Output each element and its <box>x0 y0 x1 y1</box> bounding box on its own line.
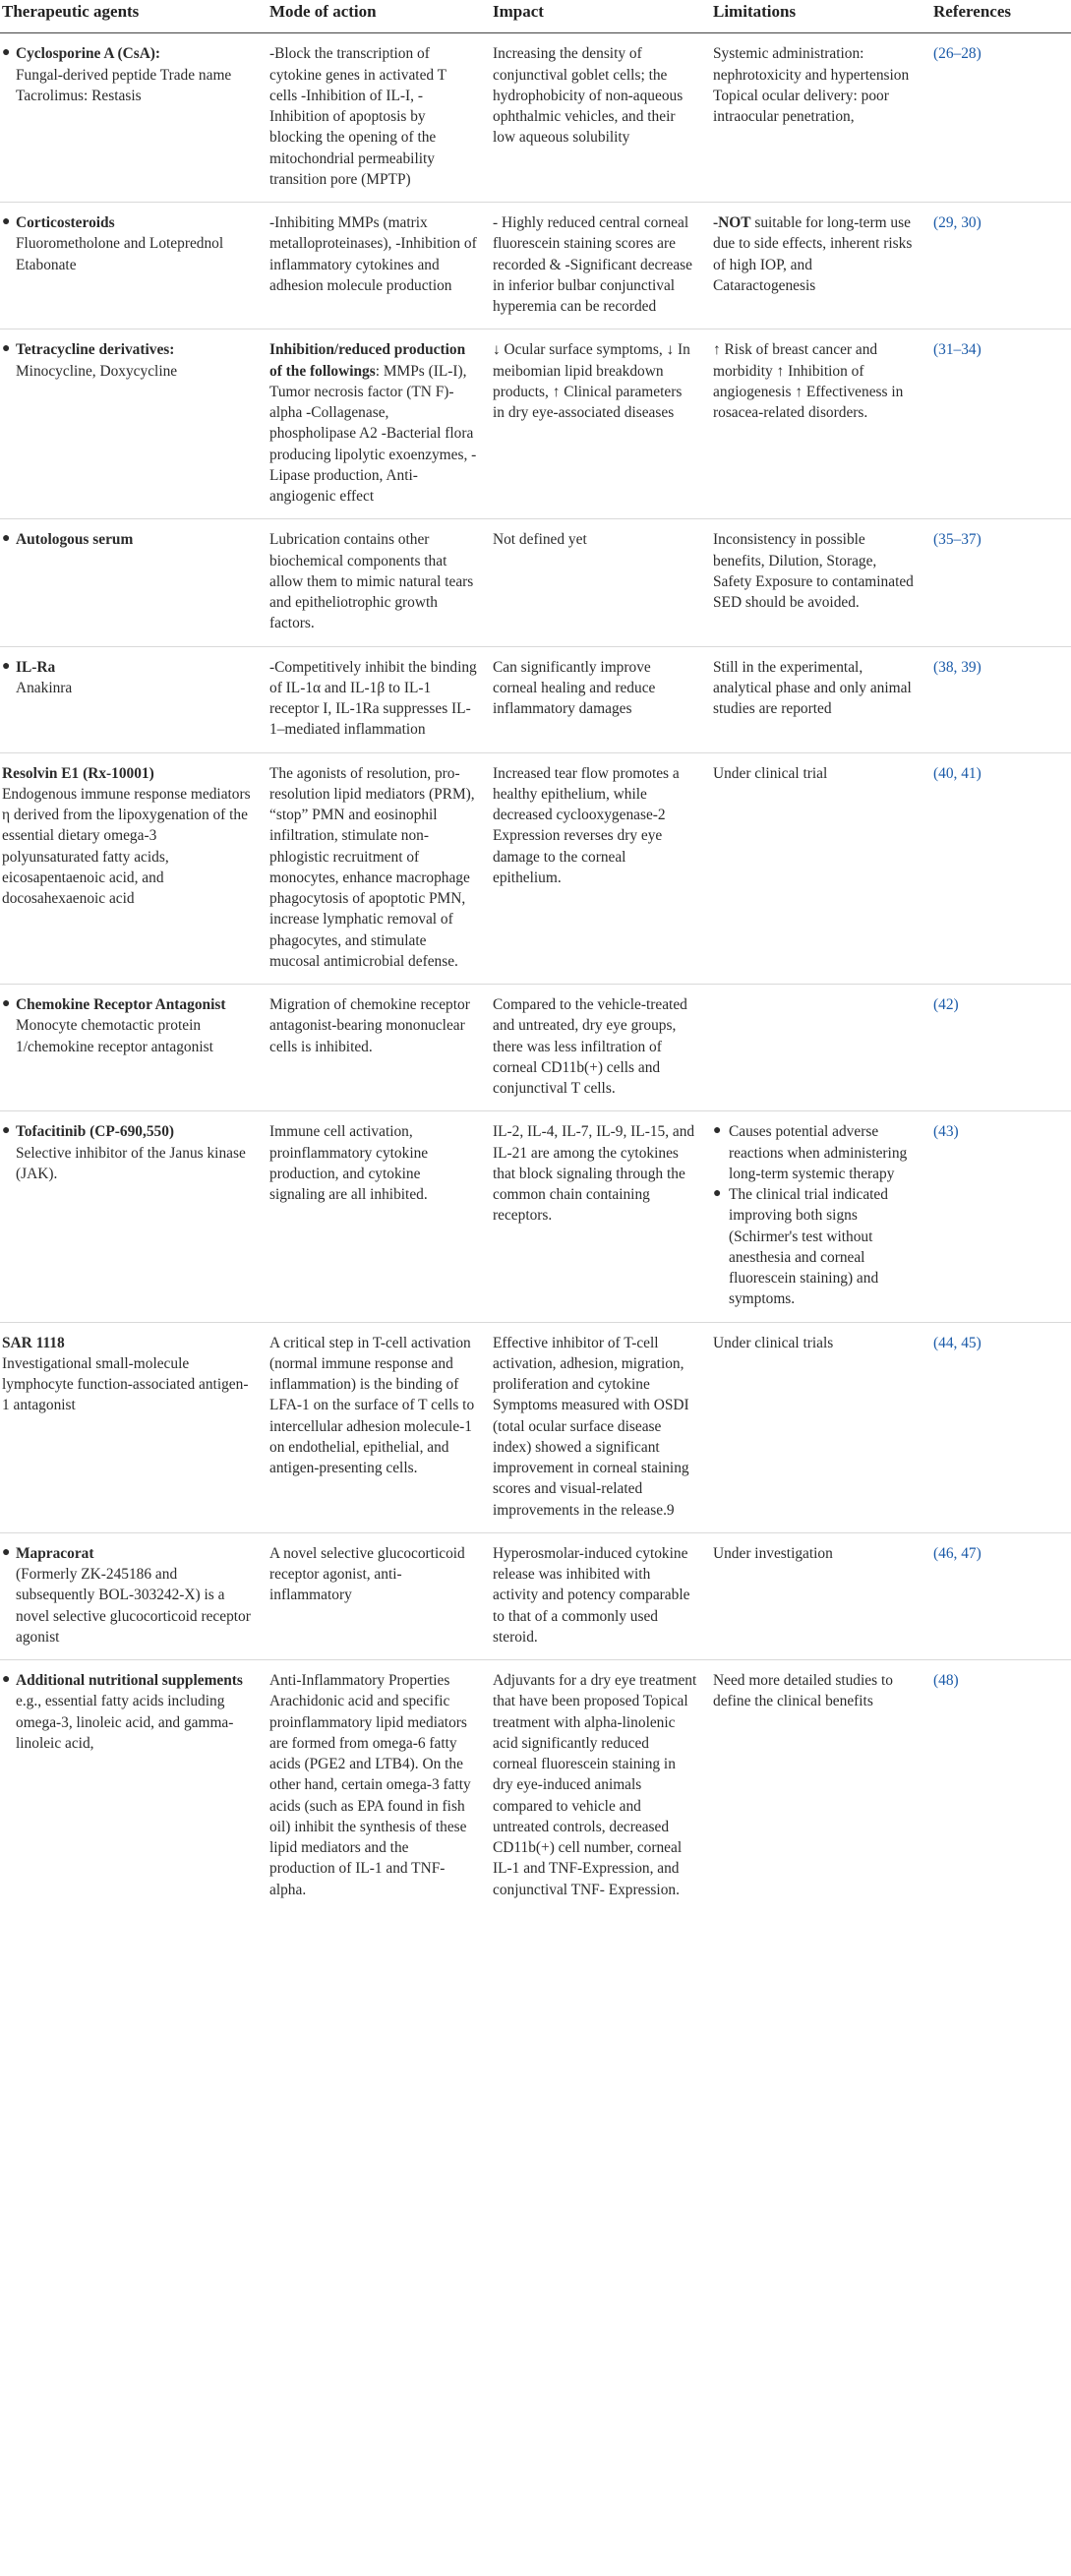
cell-therapeutic-agent <box>0 329 262 519</box>
agent-description: Monocyte chemotactic protein 1/chemokine receptor antagonist <box>16 1017 213 1055</box>
cell-therapeutic-agent <box>0 203 262 329</box>
agent-description: Endogenous immune response mediators η derived from the lipoxygenation of the essential dietary omega-3 polyunsaturated fatty acids, eicosapentaenoic acid, and docosahexaenoic acid <box>2 785 251 908</box>
bullet-icon: ● <box>2 658 11 674</box>
cell-impact: Not defined yet <box>485 519 705 646</box>
cell-limitations <box>705 985 925 1111</box>
list-item <box>713 1121 918 1184</box>
cell-mode-of-action <box>262 329 485 519</box>
agent-name: Additional nutritional supplements <box>16 1672 243 1690</box>
table-body <box>0 33 1071 1912</box>
header-impact: Impact <box>485 0 705 33</box>
cell-mode-of-action <box>262 1111 485 1322</box>
bullet-icon: ● <box>2 1123 11 1139</box>
limitation-text: Under clinical trial <box>713 764 828 782</box>
reference-link[interactable]: (29, 30) <box>925 203 1071 329</box>
reference-link[interactable]: (38, 39) <box>925 646 1071 752</box>
mode-text: : MMPs (IL-I), Tumor necrosis factor (TN F)-alpha -Collagenase, phospholipase A2 -Bacterial flora producing lipolytic exoenzymes, -Lipase production, Anti-angiogenic effect <box>269 362 477 506</box>
table-row <box>0 203 1071 329</box>
agent-name: SAR 1118 <box>2 1334 65 1351</box>
mode-text: Anti-Inflammatory Properties Arachidonic acid and specific proinflammatory lipid mediators are formed from omega-6 fatty acids (PGE2 and LTB4). On the other hand, certain omega-3 fatty acids (such as EPA found in fish oil) inhibit the synthesis of these lipid mediators and the production of IL-1 and TNF-alpha. <box>269 1672 471 1898</box>
mode-text: A critical step in T-cell activation (normal immune response and inflammation) is the binding of LFA-1 on the surface of T cells to intercellular adhesion molecule-1 on endothelial, epithelial, and antigen-presenting cells. <box>269 1334 475 1477</box>
table-row <box>0 519 1071 646</box>
bullet-icon: ● <box>2 1672 11 1688</box>
table-row <box>0 646 1071 752</box>
cell-therapeutic-agent <box>0 1111 262 1322</box>
cell-mode-of-action <box>262 752 485 985</box>
agent-name: Autologous serum <box>16 531 134 549</box>
agent-description: Minocycline, Doxycycline <box>16 362 178 380</box>
agent-name: Tetracycline derivatives: <box>16 341 175 359</box>
table-row <box>0 1532 1071 1659</box>
cell-impact: Effective inhibitor of T-cell activation, adhesion, migration, proliferation and cytokine Symptoms measured with OSDI (total ocular surface disease index) showed a significant improvement in corneal staining scores and visual-related improvements in the release.9 <box>485 1322 705 1532</box>
bullet-icon: ● <box>2 531 11 547</box>
reference-link[interactable]: (26–28) <box>925 33 1071 203</box>
mode-text: Migration of chemokine receptor antagonist-bearing mononuclear cells is inhibited. <box>269 996 470 1055</box>
cell-mode-of-action <box>262 33 485 203</box>
cell-limitations <box>705 1111 925 1322</box>
cell-limitations <box>705 1532 925 1659</box>
reference-link[interactable]: (43) <box>925 1111 1071 1322</box>
cell-impact: IL-2, IL-4, IL-7, IL-9, IL-15, and IL-21 are among the cytokines that block signaling through the common chain containing receptors. <box>485 1111 705 1322</box>
bullet-icon: ● <box>713 1123 722 1139</box>
reference-link[interactable]: (42) <box>925 985 1071 1111</box>
table-row <box>0 1660 1071 1912</box>
mode-text: Lubrication contains other biochemical components that allow them to mimic natural tears and epitheliotrophic growth factors. <box>269 531 474 632</box>
agent-name: Cyclosporine A (CsA): <box>16 45 161 63</box>
agent-description: Investigational small-molecule lymphocyte function-associated antigen-1 antagonist <box>2 1354 249 1414</box>
limitation-text: Under investigation <box>713 1544 833 1562</box>
cell-therapeutic-agent <box>0 33 262 203</box>
cell-therapeutic-agent <box>0 985 262 1111</box>
cell-limitations <box>705 519 925 646</box>
cell-impact: Hyperosmolar-induced cytokine release was inhibited with activity and potency comparable to that of a commonly used steroid. <box>485 1532 705 1659</box>
header-limitations: Limitations <box>705 0 925 33</box>
header-references: References <box>925 0 1071 33</box>
agent-name: Resolvin E1 (Rx-10001) <box>2 764 154 782</box>
cell-impact: Can significantly improve corneal healing and reduce inflammatory damages <box>485 646 705 752</box>
cell-mode-of-action <box>262 1660 485 1912</box>
cell-mode-of-action <box>262 203 485 329</box>
agent-description: Fungal-derived peptide Trade name Tacrolimus: Restasis <box>16 66 232 104</box>
bullet-icon: ● <box>2 996 11 1012</box>
cell-limitations <box>705 646 925 752</box>
cell-therapeutic-agent <box>0 752 262 985</box>
limitation-text: Inconsistency in possible benefits, Dilution, Storage, Safety Exposure to contaminated SED should be avoided. <box>713 531 914 612</box>
bullet-icon: ● <box>713 1186 722 1202</box>
table-row <box>0 329 1071 519</box>
limitation-list <box>713 1121 918 1309</box>
cell-therapeutic-agent <box>0 519 262 646</box>
agent-description: Anakinra <box>16 679 73 696</box>
list-item-text: The clinical trial indicated improving both signs (Schirmer's test without anesthesia and corneal fluorescein staining) and symptoms. <box>729 1186 888 1308</box>
cell-limitations <box>705 752 925 985</box>
reference-link[interactable]: (31–34) <box>925 329 1071 519</box>
bullet-icon: ● <box>2 214 11 230</box>
limitation-text: Systemic administration: nephrotoxicity and hypertension Topical ocular delivery: poor intraocular penetration, <box>713 45 910 126</box>
agent-name: IL-Ra <box>16 658 56 676</box>
limitation-text: ↑ Risk of breast cancer and morbidity ↑ Inhibition of angiogenesis ↑ Effectiveness in rosacea-related disorders. <box>713 341 904 422</box>
cell-mode-of-action <box>262 646 485 752</box>
agent-name: Tofacitinib (CP-690,550) <box>16 1123 175 1141</box>
cell-limitations <box>705 33 925 203</box>
reference-link[interactable]: (35–37) <box>925 519 1071 646</box>
cell-mode-of-action <box>262 1322 485 1532</box>
cell-limitations <box>705 1660 925 1912</box>
cell-therapeutic-agent <box>0 646 262 752</box>
table-header <box>0 0 1071 33</box>
cell-impact: - Highly reduced central corneal fluorescein staining scores are recorded & -Significant decrease in inferior bulbar conjunctival hyperemia can be recorded <box>485 203 705 329</box>
header-therapeutic-agents: Therapeutic agents <box>0 0 262 33</box>
reference-link[interactable]: (46, 47) <box>925 1532 1071 1659</box>
bullet-icon: ● <box>2 1544 11 1560</box>
table-row <box>0 752 1071 985</box>
table-row <box>0 33 1071 203</box>
agent-name: Corticosteroids <box>16 214 115 232</box>
mode-text: -Competitively inhibit the binding of IL-1α and IL-1β to IL-1 receptor I, IL-1Ra suppresses IL-1–mediated inflammation <box>269 658 477 739</box>
agent-description: Selective inhibitor of the Janus kinase (JAK). <box>16 1144 246 1182</box>
list-item-text: Causes potential adverse reactions when administering long-term systemic therapy <box>729 1123 908 1182</box>
table-row <box>0 1111 1071 1322</box>
cell-impact: Increased tear flow promotes a healthy epithelium, while decreased cyclooxygenase-2 Expression reverses dry eye damage to the corneal epithelium. <box>485 752 705 985</box>
cell-therapeutic-agent <box>0 1660 262 1912</box>
limitation-text: Under clinical trials <box>713 1334 834 1351</box>
cell-limitations <box>705 329 925 519</box>
cell-therapeutic-agent <box>0 1532 262 1659</box>
limitation-text: Still in the experimental, analytical phase and only animal studies are reported <box>713 658 912 718</box>
mode-emphasis: Inhibition/reduced production of the followings <box>269 341 466 380</box>
bullet-icon: ● <box>2 341 11 357</box>
header-mode-of-action: Mode of action <box>262 0 485 33</box>
reference-link[interactable]: (48) <box>933 1672 959 1690</box>
mode-text: A novel selective glucocorticoid receptor agonist, anti-inflammatory <box>269 1544 465 1604</box>
cell-impact: ↓ Ocular surface symptoms, ↓ In meibomian lipid breakdown products, ↑ Clinical parameters in dry eye-associated diseases <box>485 329 705 519</box>
agent-description: (Formerly ZK-245186 and subsequently BOL-303242-X) is a novel selective glucocorticoid receptor agonist <box>16 1566 251 1646</box>
limitation-text: suitable for long-term use due to side effects, inherent risks of high IOP, and Cataractogenesis <box>713 214 913 294</box>
cell-mode-of-action <box>262 1532 485 1659</box>
bullet-icon: ● <box>2 45 11 61</box>
limitation-emphasis: -NOT <box>713 214 751 232</box>
cell-mode-of-action <box>262 985 485 1111</box>
cell-impact: Increasing the density of conjunctival goblet cells; the hydrophobicity of non-aqueous ophthalmic vehicles, and their low aqueous solubility <box>485 33 705 203</box>
reference-link[interactable]: (40, 41) <box>925 752 1071 985</box>
header-row <box>0 0 1071 33</box>
cell-impact: Adjuvants for a dry eye treatment that have been proposed Topical treatment with alpha-linolenic acid significantly reduced corneal fluorescein staining in dry eye-induced animals compared to vehicle and untreated controls, decreased CD11b(+) cell number, corneal IL-1 and TNF-Expression, and conjunctival TNF- Expression. <box>493 1672 697 1898</box>
mode-text: -Inhibiting MMPs (matrix metalloproteinases), -Inhibition of inflammatory cytokines and adhesion molecule production <box>269 214 477 294</box>
agent-description: e.g., essential fatty acids including omega-3, linoleic acid, and gamma-linoleic acid, <box>16 1693 234 1752</box>
cell-mode-of-action <box>262 519 485 646</box>
table-row <box>0 985 1071 1111</box>
mode-text: -Block the transcription of cytokine genes in activated T cells -Inhibition of IL-I, -Inhibition of apoptosis by blocking the opening of the mitochondrial permeability transition pore (MPTP) <box>269 45 446 188</box>
limitation-text: Need more detailed studies to define the clinical benefits <box>713 1672 893 1710</box>
agent-name: Mapracorat <box>16 1544 94 1562</box>
agent-name: Chemokine Receptor Antagonist <box>16 996 226 1014</box>
cell-therapeutic-agent <box>0 1322 262 1532</box>
cell-impact: Compared to the vehicle-treated and untreated, dry eye groups, there was less infiltration of corneal CD11b(+) cells and conjunctival T cells. <box>485 985 705 1111</box>
mode-text: Immune cell activation, proinflammatory cytokine production, and cytokine signaling are all inhibited. <box>269 1123 429 1204</box>
list-item <box>713 1184 918 1310</box>
agent-description: Fluorometholone and Loteprednol Etabonate <box>16 235 224 273</box>
mode-text: The agonists of resolution, pro-resolution lipid mediators (PRM), “stop” PMN and eosinophil infiltration, stimulate non-phlogistic recruitment of monocytes, enhance macrophage phagocytosis of apoptotic PMN, increase lymphatic removal of phagocytes, and stimulate mucosal antimicrobial defense. <box>269 764 475 970</box>
cell-limitations <box>705 1322 925 1532</box>
reference-link[interactable]: (44, 45) <box>925 1322 1071 1532</box>
cell-limitations <box>705 203 925 329</box>
table-row <box>0 1322 1071 1532</box>
